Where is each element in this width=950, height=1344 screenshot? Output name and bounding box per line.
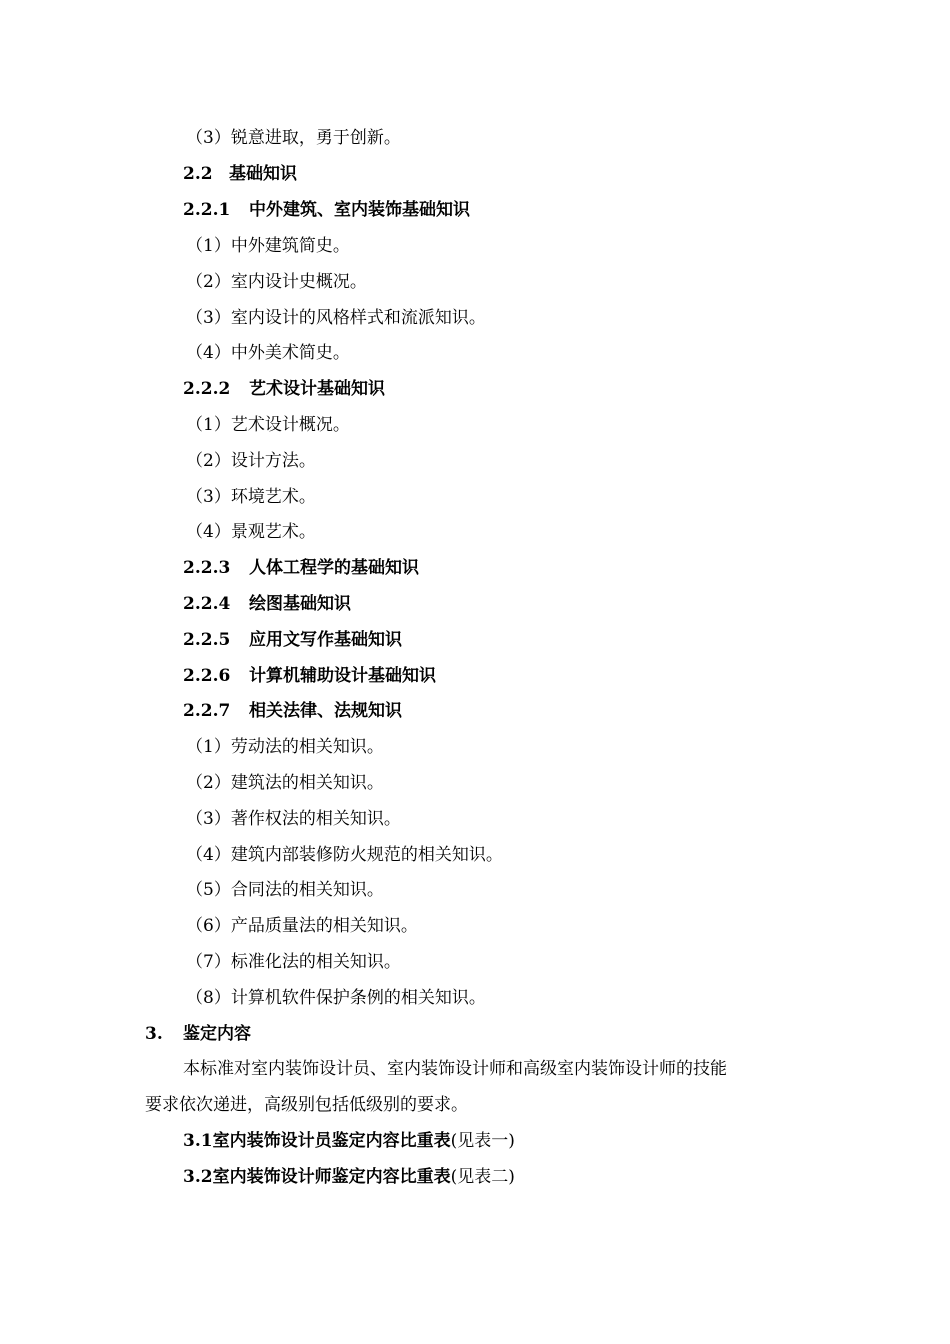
list-item: （2）建筑法的相关知识。 — [186, 773, 384, 793]
section-number: 2.2.5 — [183, 630, 231, 650]
section-heading-2-2-3 — [183, 558, 419, 578]
list-item: （7）标准化法的相关知识。 — [186, 952, 401, 972]
section-title: 人体工程学的基础知识 — [249, 558, 419, 578]
list-item: （5）合同法的相关知识。 — [186, 880, 384, 900]
list-item: （2）设计方法。 — [186, 451, 316, 471]
section-number: 2.2.7 — [183, 701, 231, 721]
list-item: （8）计算机软件保护条例的相关知识。 — [186, 988, 486, 1008]
list-item: （1）艺术设计概况。 — [186, 415, 350, 435]
subsection-line-3-2 — [183, 1167, 515, 1187]
section-number: 2.2 — [183, 164, 213, 184]
paragraph-line: 本标准对室内装饰设计员、室内装饰设计师和高级室内装饰设计师的技能 — [183, 1059, 727, 1079]
section-number: 3. — [145, 1024, 163, 1044]
subsection-line-3-1 — [183, 1131, 515, 1151]
list-item: （3）锐意进取，勇于创新。 — [186, 128, 401, 148]
list-item: （3）环境艺术。 — [186, 487, 316, 507]
list-item: （1）劳动法的相关知识。 — [186, 737, 384, 757]
section-heading-2-2 — [183, 164, 297, 184]
section-heading-2-2-7 — [183, 701, 402, 721]
list-item: （3）著作权法的相关知识。 — [186, 809, 401, 829]
section-heading-2-2-1 — [183, 200, 470, 220]
section-number: 2.2.4 — [183, 594, 231, 614]
section-title: 应用文写作基础知识 — [249, 630, 402, 650]
list-item: （4）中外美术简史。 — [186, 343, 350, 363]
subsection-title: 3.1室内装饰设计员鉴定内容比重表 — [183, 1131, 451, 1151]
section-title: 中外建筑、室内装饰基础知识 — [249, 200, 470, 220]
section-heading-2-2-6 — [183, 666, 436, 686]
section-heading-2-2-2 — [183, 379, 385, 399]
paragraph-line: 要求依次递进，高级别包括低级别的要求。 — [145, 1095, 468, 1115]
section-title: 艺术设计基础知识 — [249, 379, 385, 399]
list-item: （2）室内设计史概况。 — [186, 272, 367, 292]
section-title: 鉴定内容 — [183, 1024, 251, 1044]
list-item: （6）产品质量法的相关知识。 — [186, 916, 418, 936]
section-title: 基础知识 — [229, 164, 297, 184]
section-number: 2.2.3 — [183, 558, 231, 578]
table-reference: (见表二) — [450, 1167, 515, 1187]
list-item: （4）建筑内部装修防火规范的相关知识。 — [186, 845, 503, 865]
section-title: 计算机辅助设计基础知识 — [249, 666, 436, 686]
section-title: 绘图基础知识 — [249, 594, 351, 614]
section-heading-2-2-5 — [183, 630, 402, 650]
list-item: （1）中外建筑简史。 — [186, 236, 350, 256]
section-heading-3 — [145, 1024, 251, 1044]
section-number: 2.2.6 — [183, 666, 231, 686]
table-reference: (见表一) — [450, 1131, 515, 1151]
section-number: 2.2.2 — [183, 379, 231, 399]
list-item: （4）景观艺术。 — [186, 522, 316, 542]
section-title: 相关法律、法规知识 — [249, 701, 402, 721]
subsection-title: 3.2室内装饰设计师鉴定内容比重表 — [183, 1167, 451, 1187]
section-number: 2.2.1 — [183, 200, 231, 220]
list-item: （3）室内设计的风格样式和流派知识。 — [186, 308, 486, 328]
section-heading-2-2-4 — [183, 594, 351, 614]
